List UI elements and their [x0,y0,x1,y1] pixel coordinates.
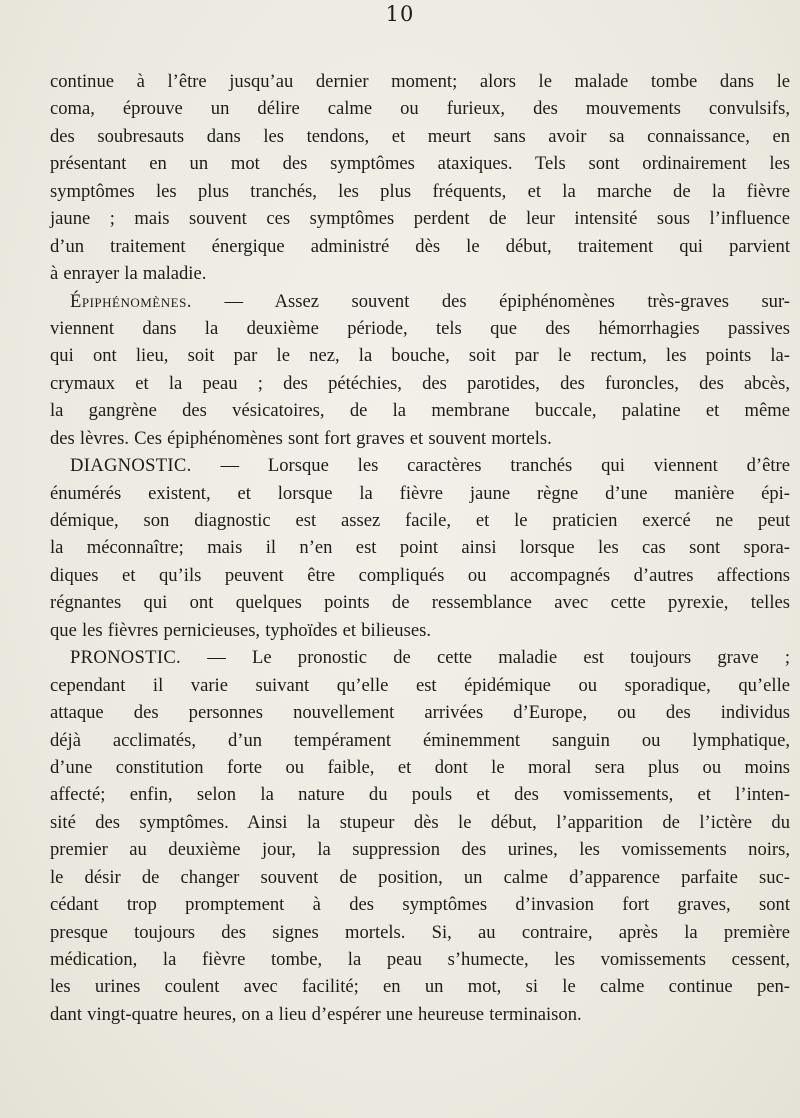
text-line: des soubresauts dans les tendons, et meurt sans avoir sa connaissance, en [50,125,790,147]
text-line: la méconnaître; mais il n’en est point ainsi lorsque les cas sont spora- [50,537,790,559]
text-line: d’un traitement énergique administré dès le début, traitement qui parvient [50,235,790,257]
text-line: premier au deuxième jour, la suppression des urines, les vomissements noirs, [50,839,790,861]
text-line: le désir de changer souvent de position, un calme d’apparence parfaite suc- [50,866,790,888]
text-line [50,452,790,479]
text-line: symptômes les plus tranchés, les plus fréquents, et la marche de la fièvre [50,180,790,202]
section-heading-pronostic: PRONOSTIC. [70,647,181,669]
text-line: présentant en un mot des symptômes ataxiques. Tels sont ordinairement les [50,153,790,175]
text-line: sité des symptômes. Ainsi la stupeur dès le début, l’apparition de l’ictère du [50,811,790,833]
text-line: cependant il varie suivant qu’elle est épidémique ou sporadique, qu’elle [50,674,790,696]
section-heading-diagnostic: DIAGNOSTIC. [70,455,192,477]
text-fragment: — Lorsque les caractères tranchés qui viennent d’être [220,455,790,477]
text-line: des lèvres. Ces épiphénomènes sont fort graves et souvent mortels. [50,427,552,449]
text-line: à enrayer la maladie. [50,263,207,285]
text-line: démique, son diagnostic est assez facile, et le praticien exercé ne peut [50,510,790,531]
text-line: jaune ; mais souvent ces symptômes perdent de leur intensité sous l’influence [50,208,790,230]
text-line: viennent dans la deuxième période, tels que des hémorrhagies passives [50,317,790,339]
text-line: déjà acclimatés, d’un tempérament éminemment sanguin ou lymphatique, [50,729,790,751]
text-line: la gangrène des vésicatoires, de la membrane buccale, palatine et même [50,400,790,422]
text-fragment: — Assez souvent des épiphénomènes très-graves sur- [224,290,790,312]
text-line: affecté; enfin, selon la nature du pouls et des vomissements, et l’inten- [50,784,790,806]
text-line: attaque des personnes nouvellement arrivées d’Europe, ou des individus [50,702,790,724]
text-line: médication, la fièvre tombe, la peau s’humecte, les vomissements cessent, [50,949,790,970]
text-line: régnantes qui ont quelques points de ressemblance avec cette pyrexie, telles [50,592,790,614]
text-line: qui ont lieu, soit par le nez, la bouche, soit par le rectum, les points la- [50,345,790,367]
text-line: presque toujours des signes mortels. Si, au contraire, après la première [50,921,790,943]
text-line: dant vingt-quatre heures, on a lieu d’espérer une heureuse terminaison. [50,1003,582,1025]
text-line: d’une constitution forte ou faible, et dont le moral sera plus ou moins [50,756,790,778]
text-line: diques et qu’ils peuvent être compliqués ou accompagnés d’autres affections [50,564,790,586]
section-heading-epiphenomenes: Épiphénomènes. [70,290,192,312]
text-line [50,644,790,671]
text-line: énumérés existent, et lorsque la fièvre jaune règne d’une manière épi- [50,482,790,504]
paragraph-pronostic [50,644,790,1028]
text-line: cédant trop promptement à des symptômes d’invasion fort graves, sont [50,894,790,916]
text-line: que les fièvres pernicieuses, typhoïdes et bilieuses. [50,619,431,641]
text-line: continue à l’être jusqu’au dernier moment; alors le malade tombe dans le [50,71,790,92]
text-fragment: — Le pronostic de cette maladie est toujours grave ; [207,647,790,669]
text-line: les urines coulent avec facilité; en un mot, si le calme continue pen- [50,976,790,998]
paragraph-epiphenomenes [50,288,790,453]
text-line: coma, éprouve un délire calme ou furieux, des mouvements convulsifs, [50,98,790,120]
paragraph-continuation [50,68,790,288]
paragraph-diagnostic [50,452,790,644]
page-number: 10 [385,2,415,26]
body-text [50,68,790,1028]
text-line [50,288,790,315]
text-line: crymaux et la peau ; des pétéchies, des parotides, des furoncles, des abcès, [50,372,790,394]
